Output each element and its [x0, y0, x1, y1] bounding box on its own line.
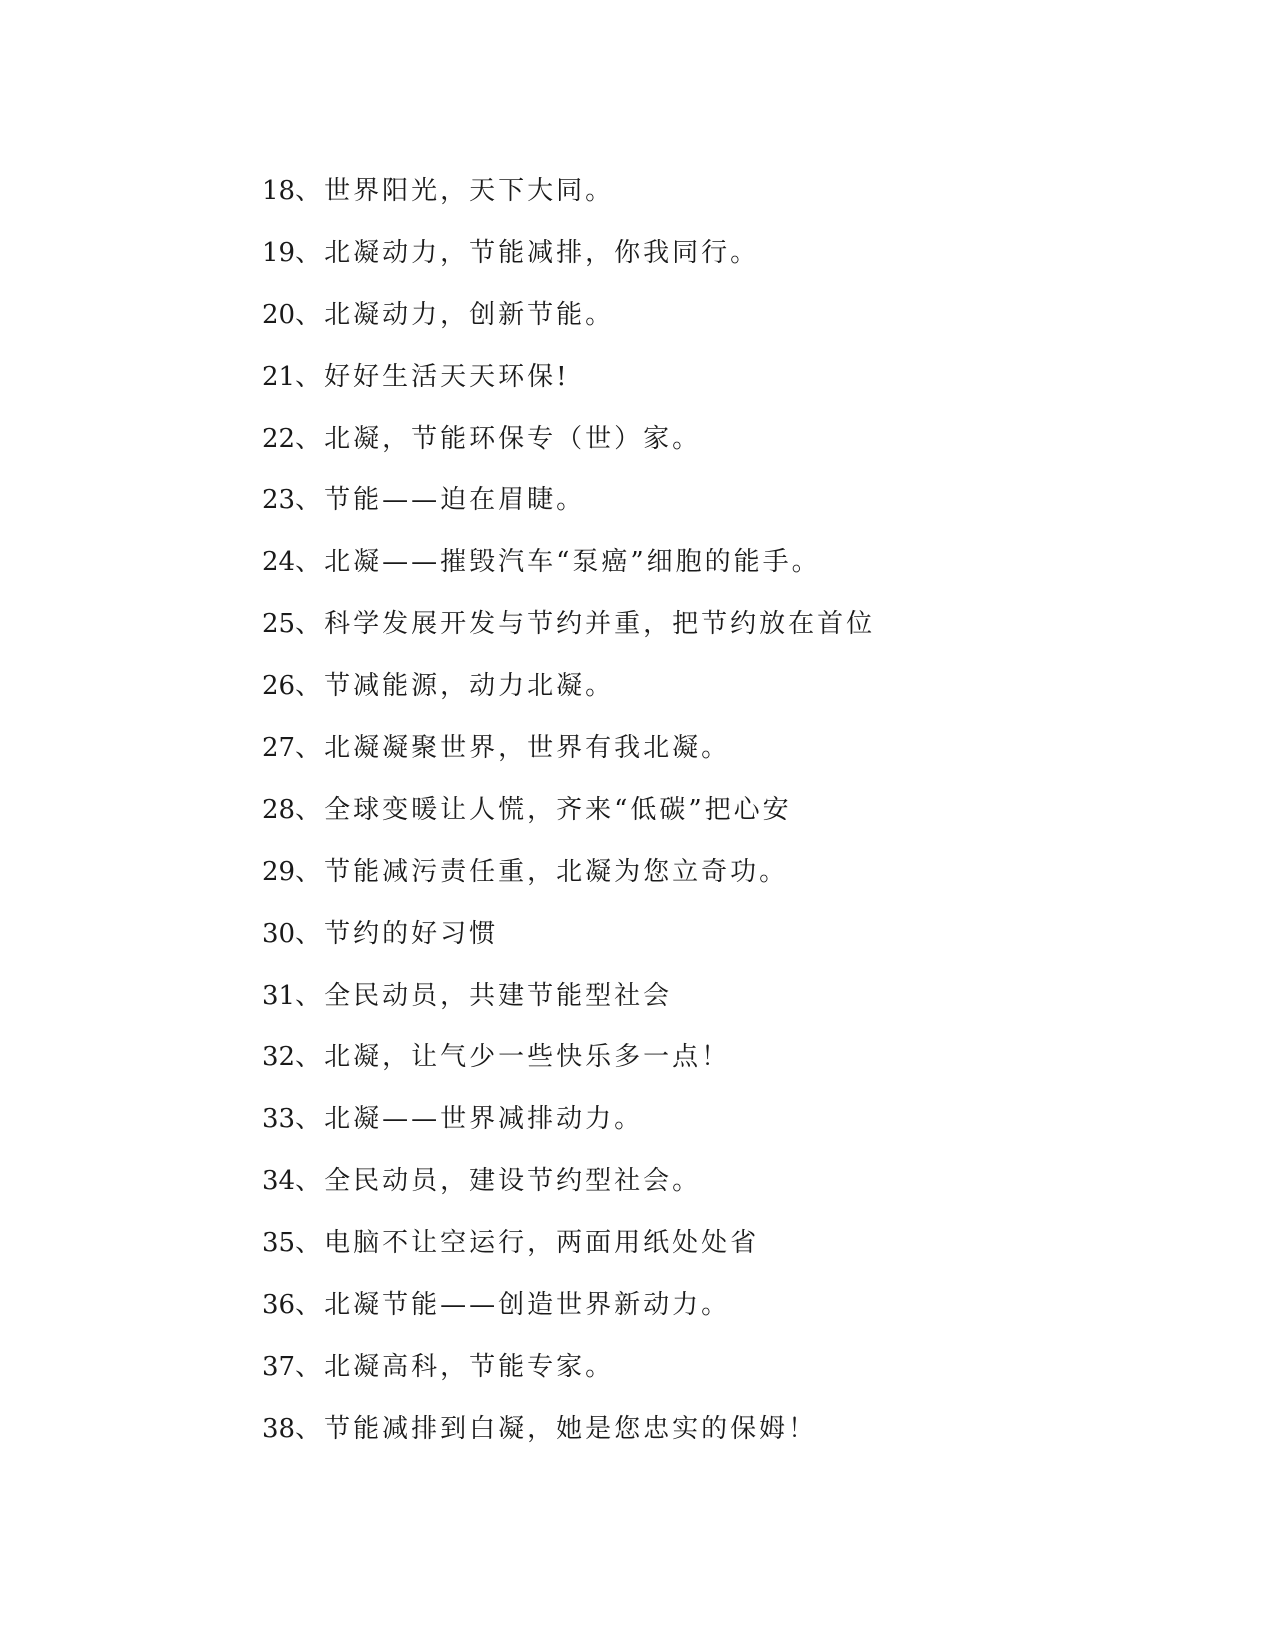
slogan-item — [262, 785, 1162, 847]
slogan-number: 32 — [262, 1042, 296, 1073]
slogan-item — [262, 971, 1162, 1033]
slogan-number: 21 — [262, 361, 296, 392]
slogan-text: 、北凝高科，节能专家。 — [295, 1351, 615, 1382]
slogan-number: 35 — [262, 1228, 296, 1259]
slogan-text: 、科学发展开发与节约并重，把节约放在首位 — [295, 609, 876, 640]
slogan-number: 33 — [262, 1104, 296, 1135]
slogan-item — [262, 847, 1162, 909]
slogan-text: 、全民动员，共建节能型社会 — [295, 980, 673, 1011]
slogan-item — [262, 166, 1162, 228]
slogan-item — [262, 1404, 1162, 1466]
slogan-text: 、好好生活天天环保! — [295, 361, 570, 392]
slogan-text: 、北凝——摧毁汽车“泵癌”细胞的能手。 — [295, 547, 821, 578]
slogan-number: 36 — [262, 1290, 296, 1321]
slogan-item — [262, 599, 1162, 661]
slogan-text: 、世界阳光，天下大同。 — [295, 176, 615, 206]
slogan-text: 、全民动员，建设节约型社会。 — [295, 1166, 702, 1197]
slogan-text: 、节减能源，动力北凝。 — [295, 671, 615, 702]
slogan-item — [262, 352, 1162, 414]
slogan-item — [262, 1218, 1162, 1280]
slogan-item — [262, 1342, 1162, 1404]
slogan-number: 23 — [262, 485, 296, 516]
slogan-text: 、节能减污责任重，北凝为您立奇功。 — [295, 856, 789, 887]
slogan-item — [262, 414, 1162, 476]
slogan-number: 37 — [262, 1351, 296, 1382]
slogan-item — [262, 1156, 1162, 1218]
slogan-number: 19 — [262, 237, 296, 268]
slogan-text: 、北凝，节能环保专（世）家。 — [295, 423, 702, 454]
slogan-number: 26 — [262, 671, 296, 702]
slogan-number: 34 — [262, 1166, 296, 1197]
slogan-text: 、电脑不让空运行，两面用纸处处省 — [295, 1228, 760, 1259]
slogan-number: 30 — [262, 918, 296, 949]
slogan-list — [262, 166, 1162, 1466]
slogan-item — [262, 661, 1162, 723]
slogan-number: 20 — [262, 299, 296, 330]
slogan-number: 25 — [262, 609, 296, 640]
slogan-item — [262, 1094, 1162, 1156]
slogan-text: 、北凝凝聚世界，世界有我北凝。 — [295, 733, 731, 764]
slogan-item — [262, 723, 1162, 785]
slogan-text: 、北凝，让气少一些快乐多一点！ — [295, 1042, 731, 1073]
slogan-item — [262, 909, 1162, 971]
slogan-number: 38 — [262, 1413, 296, 1444]
slogan-text: 、节能减排到白凝，她是您忠实的保姆！ — [295, 1413, 818, 1444]
slogan-number: 29 — [262, 856, 296, 887]
slogan-text: 、节约的好习惯 — [295, 918, 499, 949]
slogan-text: 、北凝节能——创造世界新动力。 — [295, 1290, 731, 1321]
slogan-number: 22 — [262, 423, 296, 454]
slogan-item — [262, 537, 1162, 599]
slogan-item — [262, 475, 1162, 537]
slogan-text: 、节能——迫在眉睫。 — [295, 485, 586, 516]
slogan-text: 、北凝动力，创新节能。 — [295, 299, 615, 330]
slogan-item — [262, 1280, 1162, 1342]
slogan-text: 、全球变暖让人慌，齐来“低碳”把心安 — [295, 794, 792, 825]
slogan-item — [262, 290, 1162, 352]
slogan-number: 18 — [262, 176, 296, 206]
slogan-number: 27 — [262, 733, 296, 764]
slogan-text: 、北凝——世界减排动力。 — [295, 1104, 644, 1135]
slogan-item — [262, 1032, 1162, 1094]
slogan-number: 31 — [262, 980, 296, 1011]
slogan-text: 、北凝动力，节能减排，你我同行。 — [295, 237, 760, 268]
slogan-item — [262, 228, 1162, 290]
slogan-number: 24 — [262, 547, 296, 578]
slogan-number: 28 — [262, 794, 296, 825]
